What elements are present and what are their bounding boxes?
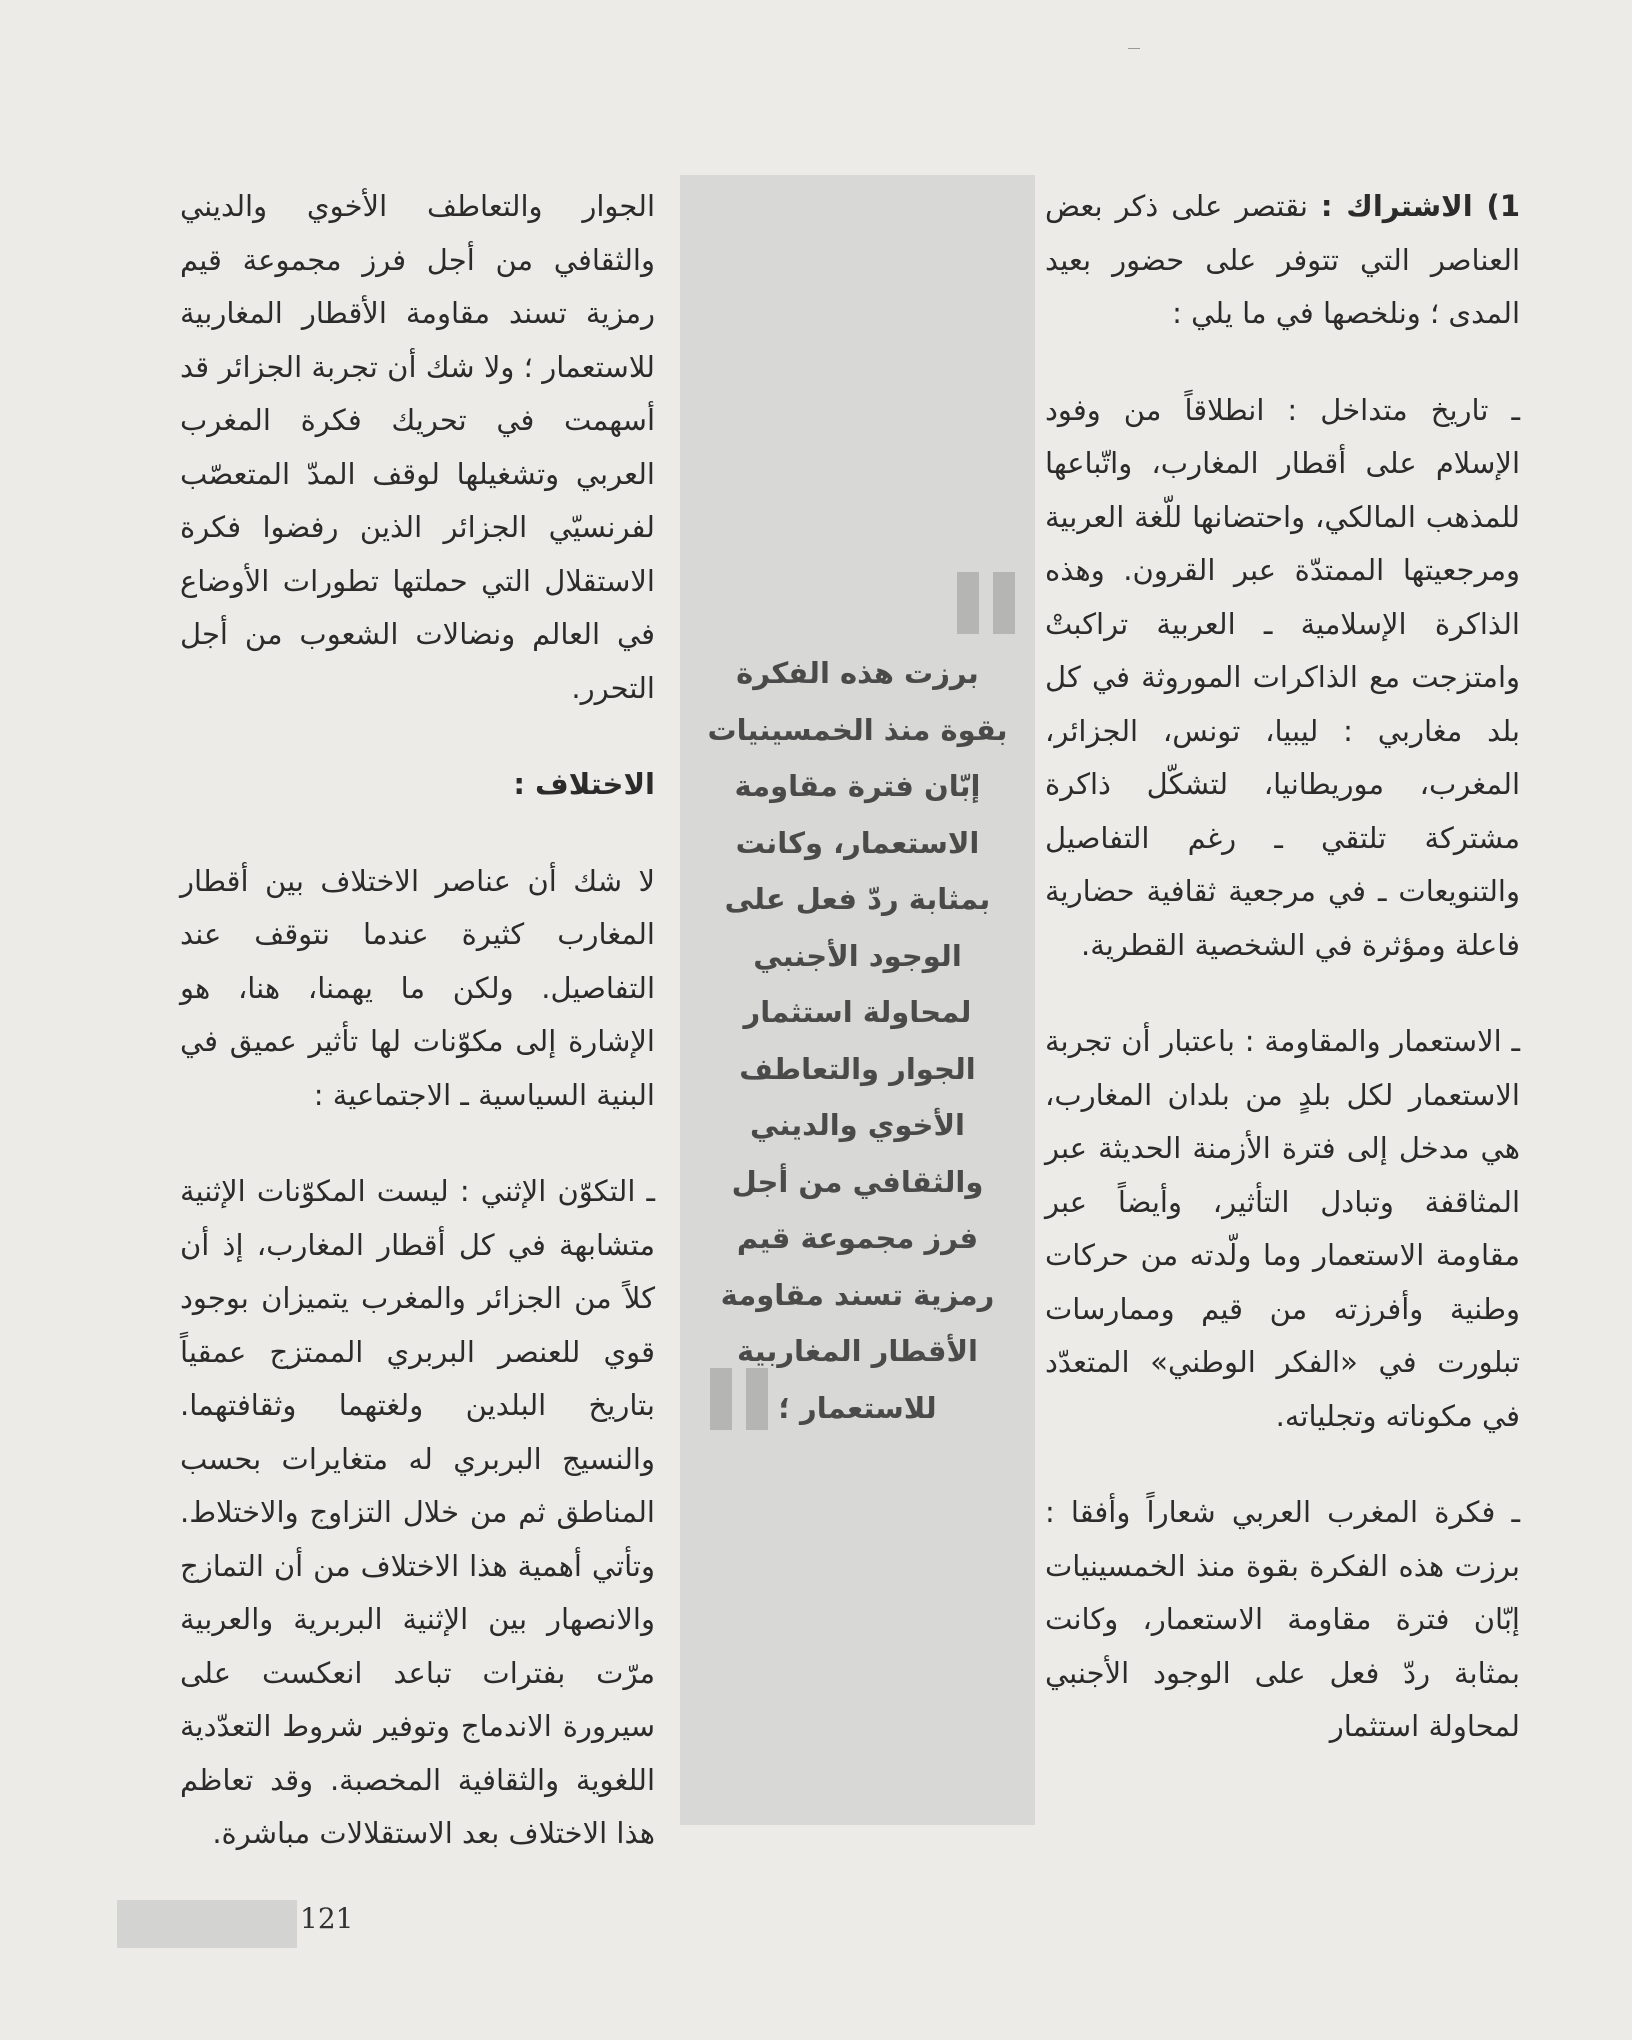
right-column [1045,180,1520,1754]
intro-paragraph [1045,180,1520,341]
paragraph-maghreb-idea: ـ فكرة المغرب العربي شعاراً وأفقا : برزت هذه الفكرة بقوة منذ الخمسينيات إبّان فترة مقاومة الاستعمار، وكانت بمثابة ردّ فعل على الوجود الأجنبي لمحاولة استثمار [1045,1495,1520,1743]
paragraph-continuation: الجوار والتعاطف الأخوي والديني والثقافي من أجل فرز مجموعة قيم رمزية تسند مقاومة الأقطار المغاربية للاستعمار ؛ ولا شك أن تجربة الجزائر قد أسهمت في تحريك فكرة المغرب العربي وتشغيلها لوقف المدّ المتعصّب لفرنسيّي الجزائر الذين رفضوا فكرة الاستقلال التي حملتها تطورات الأوضاع في العالم ونضالات الشعوب من أجل التحرر. [180,189,655,705]
left-column [180,180,655,1861]
quote-open-icon [957,572,1015,634]
pull-quote-text: برزت هذه الفكرة بقوة منذ الخمسينيات إبّان فترة مقاومة الاستعمار، وكانت بمثابة ردّ فعل على الوجود الأجنبي لمحاولة استثمار الجوار والتعاطف الأخوي والديني والثقافي من أجل فرز مجموعة قيم رمزية تسند مقاومة الأقطار المغاربية للاستعمار ؛ [707,656,1008,1425]
quote-close-icon [710,1368,768,1430]
section-heading-sharing: 1) الاشتراك : [1320,189,1520,223]
section-heading-difference: الاختلاف : [513,767,655,801]
footer-decoration [117,1900,297,1948]
paragraph-ethnic: ـ التكوّن الإثني : ليست المكوّنات الإثنية متشابهة في كل أقطار المغارب، إذ أن كلاً من الجزائر والمغرب يتميزان بوجود قوي للعنصر البربري الممتزج عمقياً بتاريخ البلدين ولغتهما وثقافتهما. والنسيج البربري له متغايرات بحسب المناطق ثم من خلال التزاوج والاختلاط. وتأتي أهمية هذا الاختلاف من أن التمازج والانصهار بين الإثنية البربرية والعربية مرّت بفترات تباعد انعكست على سيرورة الاندماج وتوفير شروط التعدّدية اللغوية والثقافية المخصبة. وقد تعاظم هذا الاختلاف بعد الاستقلالات مباشرة. [180,1174,655,1850]
intro-text: نقتصر على ذكر بعض العناصر التي تتوفر على حضور بعيد المدى ؛ ونلخصها في ما يلي : [1045,189,1520,330]
corner-mark [1128,48,1140,49]
paragraph-colonialism: ـ الاستعمار والمقاومة : باعتبار أن تجربة الاستعمار لكل بلدٍ من بلدان المغارب، هي مدخل إلى فترة الأزمنة الحديثة عبر المثاقفة وتبادل التأثير، وأيضاً عبر مقاومة الاستعمار وما ولّدته من حركات وطنية وأفرزته من قيم وممارسات تبلورت في «الفكر الوطني» المتعدّد في مكوناته وتجلياته. [1045,1024,1520,1433]
paragraph-difference-intro: لا شك أن عناصر الاختلاف بين أقطار المغارب كثيرة عندما نتوقف عند التفاصيل. ولكن ما يهمنا، هنا، هو الإشارة إلى مكوّنات لها تأثير عميق في البنية السياسية ـ الاجتماعية : [180,863,655,1112]
page-number: 121 [300,1902,354,1935]
paragraph-history: ـ تاريخ متداخل : انطلاقاً من وفود الإسلام على أقطار المغارب، واتّباعها للمذهب المالكي، واحتضانها للّغة العربية ومرجعيتها الممتدّة عبر القرون. وهذه الذاكرة الإسلامية ـ العربية تراكبتْ وامتزجت مع الذاكرات الموروثة في كل بلد مغاربي : ليبيا، تونس، الجزائر، المغرب، موريطانيا، لتشكّل ذاكرة مشتركة تلتقي ـ رغم التفاصيل والتنويعات ـ في مرجعية ثقافية حضارية فاعلة ومؤثرة في الشخصية القطرية. [1045,392,1520,962]
